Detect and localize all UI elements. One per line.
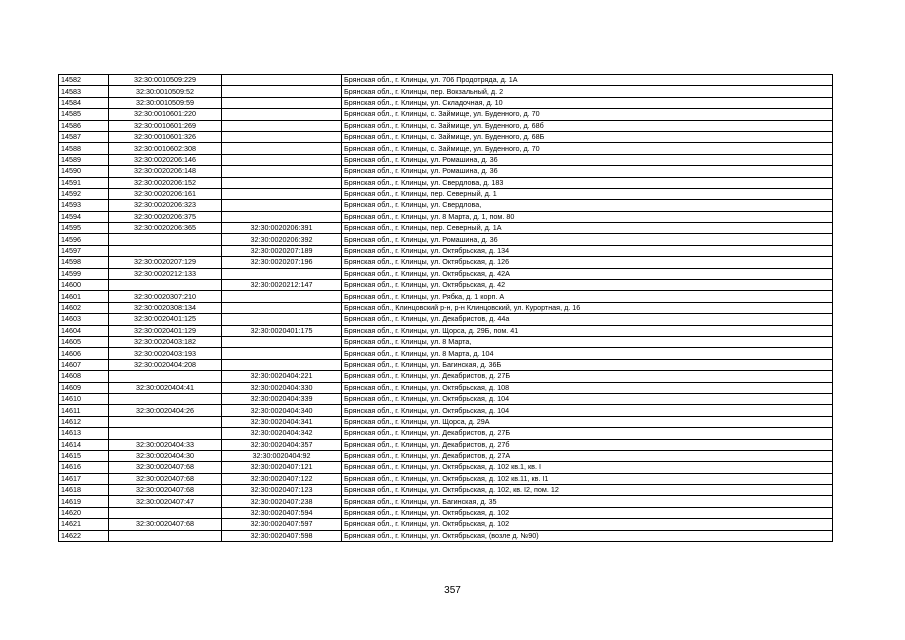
- table-row: [59, 382, 833, 393]
- table-row: [59, 75, 833, 86]
- row-number-cell: 14618: [59, 485, 109, 496]
- row-number-cell: 14620: [59, 507, 109, 518]
- table-row: [59, 473, 833, 484]
- address-cell: Брянская обл., г. Клинцы, ул. 706 Продотряда, д. 1А: [342, 75, 833, 86]
- row-number-cell: 14616: [59, 462, 109, 473]
- cadastral-number-cell: 32:30:0020206:375: [109, 211, 222, 222]
- cadastral-number-2-cell: 32:30:0020407:597: [222, 519, 342, 530]
- cadastral-number-cell: 32:30:0010509:59: [109, 97, 222, 108]
- cadastral-number-cell: 32:30:0010601:326: [109, 131, 222, 142]
- address-cell: Брянская обл., г. Клинцы, ул. Рябка, д. 1 корп. А: [342, 291, 833, 302]
- cadastral-number-2-cell: 32:30:0020407:238: [222, 496, 342, 507]
- table-row: [59, 336, 833, 347]
- cadastral-number-cell: [109, 371, 222, 382]
- table-row: [59, 462, 833, 473]
- table-row: [59, 257, 833, 268]
- cadastral-number-2-cell: [222, 211, 342, 222]
- cadastral-number-2-cell: 32:30:0020404:92: [222, 450, 342, 461]
- cadastral-number-2-cell: 32:30:0020404:341: [222, 416, 342, 427]
- row-number-cell: 14607: [59, 359, 109, 370]
- cadastral-number-2-cell: 32:30:0020207:189: [222, 245, 342, 256]
- address-cell: Брянская обл., г. Клинцы, пер. Северный, д. 1: [342, 188, 833, 199]
- table-row: [59, 223, 833, 234]
- cadastral-number-cell: 32:30:0020407:47: [109, 496, 222, 507]
- address-cell: Брянская обл., г. Клинцы, ул. 8 Марта,: [342, 336, 833, 347]
- address-cell: Брянская обл., г. Клинцы, ул. Декабристов, д. 27Б: [342, 371, 833, 382]
- address-cell: Брянская обл., г. Клинцы, ул. Ромашина, д. 36: [342, 166, 833, 177]
- table-row: [59, 86, 833, 97]
- address-cell: Брянская обл., г. Клинцы, пер. Вокзальный, д. 2: [342, 86, 833, 97]
- table-row: [59, 120, 833, 131]
- cadastral-number-2-cell: 32:30:0020407:598: [222, 530, 342, 541]
- address-cell: Брянская обл., г. Клинцы, ул. Октябрьская, (возле д. №90): [342, 530, 833, 541]
- address-cell: Брянская обл., г. Клинцы, ул. Октябрьская, д. 108: [342, 382, 833, 393]
- cadastral-number-cell: 32:30:0020206:323: [109, 200, 222, 211]
- cadastral-number-cell: 32:30:0020407:68: [109, 485, 222, 496]
- row-number-cell: 14600: [59, 280, 109, 291]
- address-cell: Брянская обл., г. Клинцы, ул. Октябрьская, д. 126: [342, 257, 833, 268]
- cadastral-number-2-cell: [222, 200, 342, 211]
- table-row: [59, 496, 833, 507]
- address-cell: Брянская обл., г. Клинцы, ул. Октябрьская, д. 102 кв.11, кв. I1: [342, 473, 833, 484]
- cadastral-number-cell: 32:30:0020403:193: [109, 348, 222, 359]
- table-row: [59, 200, 833, 211]
- page-number: 357: [444, 585, 461, 596]
- address-cell: Брянская обл., г. Клинцы, ул. Октябрьская, д. 102: [342, 507, 833, 518]
- cadastral-number-cell: 32:30:0020308:134: [109, 302, 222, 313]
- table-row: [59, 450, 833, 461]
- row-number-cell: 14590: [59, 166, 109, 177]
- address-cell: Брянская обл., г. Клинцы, ул. Ромашина, д. 36: [342, 234, 833, 245]
- row-number-cell: 14604: [59, 325, 109, 336]
- cadastral-number-cell: 32:30:0020212:133: [109, 268, 222, 279]
- cadastral-number-cell: 32:30:0010601:220: [109, 109, 222, 120]
- row-number-cell: 14597: [59, 245, 109, 256]
- table-row: [59, 291, 833, 302]
- address-cell: Брянская обл., г. Клинцы, с. Займище, ул. Буденного, д. 68б: [342, 120, 833, 131]
- address-cell: Брянская обл., г. Клинцы, с. Займище, ул. Буденного, д. 70: [342, 109, 833, 120]
- address-cell: Брянская обл., г. Клинцы, ул. Декабристов, д. 27А: [342, 450, 833, 461]
- cadastral-number-2-cell: [222, 154, 342, 165]
- cadastral-number-2-cell: 32:30:0020207:196: [222, 257, 342, 268]
- cadastral-number-2-cell: [222, 268, 342, 279]
- cadastral-number-2-cell: 32:30:0020404:339: [222, 393, 342, 404]
- address-cell: Брянская обл., г. Клинцы, ул. Октябрьская, д. 104: [342, 393, 833, 404]
- cadastral-number-cell: 32:30:0020403:182: [109, 336, 222, 347]
- row-number-cell: 14612: [59, 416, 109, 427]
- cadastral-number-2-cell: [222, 336, 342, 347]
- table-row: [59, 177, 833, 188]
- address-cell: Брянская обл., г. Клинцы, ул. Октябрьская, д. 102: [342, 519, 833, 530]
- cadastral-number-cell: [109, 234, 222, 245]
- cadastral-number-2-cell: 32:30:0020212:147: [222, 280, 342, 291]
- address-cell: Брянская обл., г. Клинцы, ул. Октябрьская, д. 42: [342, 280, 833, 291]
- cadastral-number-2-cell: 32:30:0020404:221: [222, 371, 342, 382]
- cadastral-number-2-cell: [222, 109, 342, 120]
- address-cell: Брянская обл., г. Клинцы, ул. Щорса, д. 29А: [342, 416, 833, 427]
- cadastral-number-cell: 32:30:0020404:33: [109, 439, 222, 450]
- address-cell: Брянская обл., г. Клинцы, с. Займище, ул. Буденного, д. 70: [342, 143, 833, 154]
- registry-table: [58, 74, 833, 542]
- cadastral-number-2-cell: [222, 188, 342, 199]
- cadastral-number-cell: 32:30:0020407:68: [109, 462, 222, 473]
- table-row: [59, 348, 833, 359]
- address-cell: Брянская обл., г. Клинцы, ул. Октябрьская, д. 102 кв.1, кв. I: [342, 462, 833, 473]
- row-number-cell: 14583: [59, 86, 109, 97]
- cadastral-number-2-cell: [222, 97, 342, 108]
- cadastral-number-2-cell: [222, 75, 342, 86]
- table-row: [59, 280, 833, 291]
- row-number-cell: 14587: [59, 131, 109, 142]
- cadastral-number-cell: 32:30:0020404:26: [109, 405, 222, 416]
- row-number-cell: 14584: [59, 97, 109, 108]
- cadastral-number-2-cell: 32:30:0020206:391: [222, 223, 342, 234]
- table-row: [59, 154, 833, 165]
- cadastral-number-2-cell: 32:30:0020404:330: [222, 382, 342, 393]
- address-cell: Брянская обл., г. Клинцы, ул. Декабристов, д. 27Б: [342, 428, 833, 439]
- cadastral-number-cell: 32:30:0010509:52: [109, 86, 222, 97]
- table-row: [59, 359, 833, 370]
- row-number-cell: 14601: [59, 291, 109, 302]
- address-cell: Брянская обл., г. Клинцы, ул. Октябрьская, д. 134: [342, 245, 833, 256]
- cadastral-number-cell: 32:30:0020206:146: [109, 154, 222, 165]
- row-number-cell: 14595: [59, 223, 109, 234]
- table-row: [59, 97, 833, 108]
- cadastral-number-2-cell: 32:30:0020404:342: [222, 428, 342, 439]
- cadastral-number-cell: 32:30:0020206:148: [109, 166, 222, 177]
- row-number-cell: 14611: [59, 405, 109, 416]
- cadastral-number-2-cell: [222, 348, 342, 359]
- row-number-cell: 14622: [59, 530, 109, 541]
- cadastral-number-2-cell: 32:30:0020404:357: [222, 439, 342, 450]
- address-cell: Брянская обл., г. Клинцы, ул. Октябрьская, д. 102, кв. I2, пом. 12: [342, 485, 833, 496]
- cadastral-number-cell: 32:30:0020307:210: [109, 291, 222, 302]
- row-number-cell: 14599: [59, 268, 109, 279]
- cadastral-number-cell: 32:30:0020206:152: [109, 177, 222, 188]
- table-row: [59, 314, 833, 325]
- row-number-cell: 14614: [59, 439, 109, 450]
- cadastral-number-2-cell: 32:30:0020407:122: [222, 473, 342, 484]
- table-row: [59, 405, 833, 416]
- address-cell: Брянская обл., г. Клинцы, ул. Складочная, д. 10: [342, 97, 833, 108]
- row-number-cell: 14603: [59, 314, 109, 325]
- row-number-cell: 14589: [59, 154, 109, 165]
- row-number-cell: 14605: [59, 336, 109, 347]
- cadastral-number-cell: 32:30:0020401:125: [109, 314, 222, 325]
- address-cell: Брянская обл., г. Клинцы, ул. Октябрьская, д. 42А: [342, 268, 833, 279]
- address-cell: Брянская обл., Клинцовский р-н, р-н Клинцовский, ул. Курортная, д. 16: [342, 302, 833, 313]
- address-cell: Брянская обл., г. Клинцы, ул. 8 Марта, д. 1, пом. 80: [342, 211, 833, 222]
- row-number-cell: 14602: [59, 302, 109, 313]
- address-cell: Брянская обл., г. Клинцы, пер. Северный, д. 1А: [342, 223, 833, 234]
- cadastral-number-2-cell: [222, 302, 342, 313]
- cadastral-number-2-cell: [222, 314, 342, 325]
- address-cell: Брянская обл., г. Клинцы, ул. Декабристов, д. 27б: [342, 439, 833, 450]
- row-number-cell: 14592: [59, 188, 109, 199]
- cadastral-number-cell: [109, 530, 222, 541]
- row-number-cell: 14596: [59, 234, 109, 245]
- cadastral-number-cell: [109, 428, 222, 439]
- cadastral-number-2-cell: [222, 120, 342, 131]
- row-number-cell: 14610: [59, 393, 109, 404]
- cadastral-number-cell: 32:30:0020404:30: [109, 450, 222, 461]
- cadastral-number-2-cell: 32:30:0020404:340: [222, 405, 342, 416]
- row-number-cell: 14619: [59, 496, 109, 507]
- cadastral-number-cell: 32:30:0020206:365: [109, 223, 222, 234]
- cadastral-number-2-cell: [222, 143, 342, 154]
- table-row: [59, 166, 833, 177]
- cadastral-number-cell: 32:30:0010601:269: [109, 120, 222, 131]
- cadastral-number-2-cell: 32:30:0020206:392: [222, 234, 342, 245]
- table-row: [59, 485, 833, 496]
- row-number-cell: 14608: [59, 371, 109, 382]
- cadastral-number-cell: [109, 280, 222, 291]
- table-row: [59, 143, 833, 154]
- address-cell: Брянская обл., г. Клинцы, ул. Багинская, д. 35: [342, 496, 833, 507]
- cadastral-number-cell: 32:30:0010509:229: [109, 75, 222, 86]
- table-row: [59, 325, 833, 336]
- table-row: [59, 530, 833, 541]
- table-row: [59, 507, 833, 518]
- table-row: [59, 428, 833, 439]
- row-number-cell: 14586: [59, 120, 109, 131]
- cadastral-number-2-cell: 32:30:0020407:123: [222, 485, 342, 496]
- cadastral-number-2-cell: [222, 291, 342, 302]
- row-number-cell: 14591: [59, 177, 109, 188]
- cadastral-number-cell: 32:30:0020407:68: [109, 519, 222, 530]
- table-row: [59, 393, 833, 404]
- row-number-cell: 14594: [59, 211, 109, 222]
- address-cell: Брянская обл., г. Клинцы, ул. 8 Марта, д. 104: [342, 348, 833, 359]
- table-row: [59, 416, 833, 427]
- address-cell: Брянская обл., г. Клинцы, ул. Ромашина, д. 36: [342, 154, 833, 165]
- cadastral-number-2-cell: [222, 131, 342, 142]
- address-cell: Брянская обл., г. Клинцы, ул. Октябрьская, д. 104: [342, 405, 833, 416]
- registry-table-body: [59, 75, 833, 542]
- cadastral-number-cell: [109, 416, 222, 427]
- table-row: [59, 371, 833, 382]
- cadastral-number-2-cell: [222, 177, 342, 188]
- row-number-cell: 14598: [59, 257, 109, 268]
- table-row: [59, 439, 833, 450]
- cadastral-number-2-cell: [222, 359, 342, 370]
- table-row: [59, 211, 833, 222]
- row-number-cell: 14606: [59, 348, 109, 359]
- cadastral-number-cell: [109, 393, 222, 404]
- cadastral-number-cell: [109, 245, 222, 256]
- cadastral-number-cell: 32:30:0020404:41: [109, 382, 222, 393]
- cadastral-number-cell: [109, 507, 222, 518]
- row-number-cell: 14613: [59, 428, 109, 439]
- cadastral-number-cell: 32:30:0020206:161: [109, 188, 222, 199]
- table-row: [59, 268, 833, 279]
- row-number-cell: 14582: [59, 75, 109, 86]
- row-number-cell: 14588: [59, 143, 109, 154]
- address-cell: Брянская обл., г. Клинцы, ул. Свердлова, д. 183: [342, 177, 833, 188]
- table-row: [59, 131, 833, 142]
- table-row: [59, 188, 833, 199]
- address-cell: Брянская обл., г. Клинцы, ул. Багинская, д. 36Б: [342, 359, 833, 370]
- cadastral-number-cell: 32:30:0020404:208: [109, 359, 222, 370]
- cadastral-number-2-cell: [222, 166, 342, 177]
- table-row: [59, 302, 833, 313]
- row-number-cell: 14621: [59, 519, 109, 530]
- table-row: [59, 245, 833, 256]
- cadastral-number-2-cell: [222, 86, 342, 97]
- address-cell: Брянская обл., г. Клинцы, ул. Декабристов, д. 44а: [342, 314, 833, 325]
- cadastral-number-2-cell: 32:30:0020401:175: [222, 325, 342, 336]
- cadastral-number-cell: 32:30:0020401:129: [109, 325, 222, 336]
- row-number-cell: 14585: [59, 109, 109, 120]
- row-number-cell: 14615: [59, 450, 109, 461]
- cadastral-number-cell: 32:30:0020207:129: [109, 257, 222, 268]
- table-row: [59, 234, 833, 245]
- row-number-cell: 14609: [59, 382, 109, 393]
- row-number-cell: 14617: [59, 473, 109, 484]
- cadastral-number-2-cell: 32:30:0020407:121: [222, 462, 342, 473]
- row-number-cell: 14593: [59, 200, 109, 211]
- address-cell: Брянская обл., г. Клинцы, ул. Щорса, д. 29Б, пом. 41: [342, 325, 833, 336]
- cadastral-number-2-cell: 32:30:0020407:594: [222, 507, 342, 518]
- address-cell: Брянская обл., г. Клинцы, ул. Свердлова,: [342, 200, 833, 211]
- cadastral-number-cell: 32:30:0010602:308: [109, 143, 222, 154]
- address-cell: Брянская обл., г. Клинцы, с. Займище, ул. Буденного, д. 68Б: [342, 131, 833, 142]
- cadastral-number-cell: 32:30:0020407:68: [109, 473, 222, 484]
- table-row: [59, 109, 833, 120]
- table-row: [59, 519, 833, 530]
